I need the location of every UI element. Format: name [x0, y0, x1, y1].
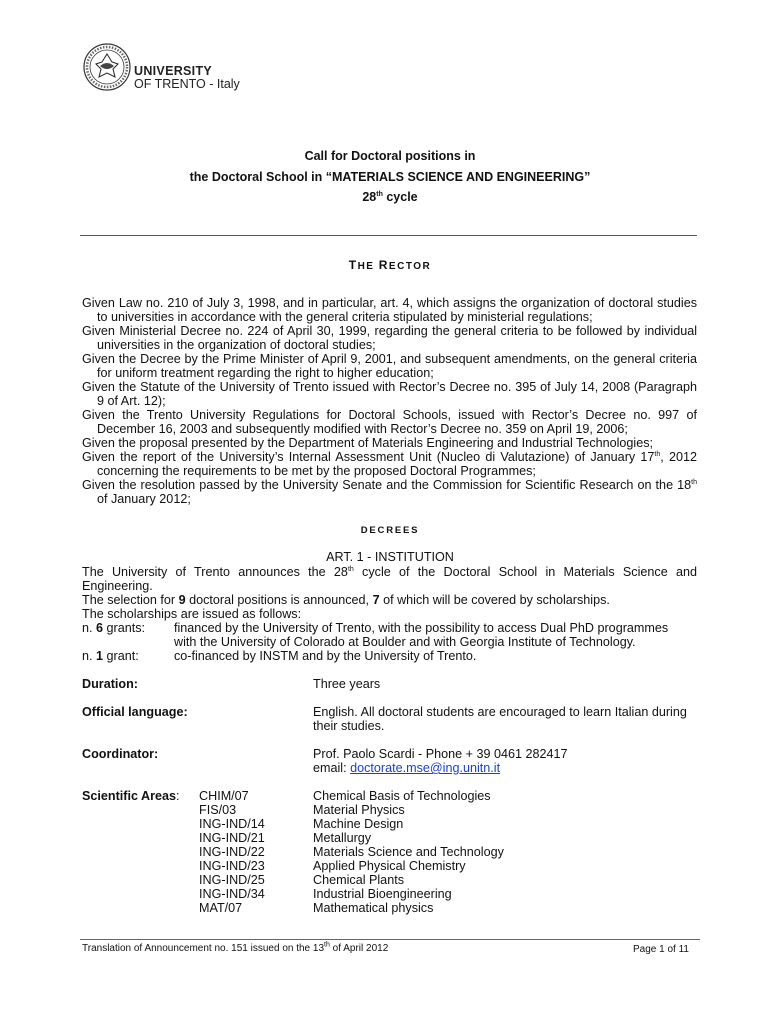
intro-text: The University of Trento announces the 28	[82, 565, 348, 579]
selection-text-a: The selection for	[82, 593, 179, 607]
area-name: Metallurgy	[313, 831, 372, 845]
area-code: ING-IND/22	[199, 845, 265, 859]
decrees-heading: DECREES	[360, 525, 420, 536]
grant-1-prefix: n.	[82, 621, 97, 635]
given-item: Given the Trento University Regulations for Doctoral Schools, issued with Rector’s Decree no. 997 of December 16, 2003 and subsequently modified with Rector’s Decree no. 359 on April 19, 2006;	[82, 408, 697, 436]
grant-2-text: co-financed by INSTM and by the University of Trento.	[174, 649, 477, 663]
grant-2-label	[82, 649, 139, 663]
article-1-intro	[82, 565, 697, 593]
intro-sup: th	[347, 565, 354, 573]
coordinator-email	[313, 761, 500, 775]
language-value-1: English. All doctoral students are encouraged to learn Italian during	[313, 705, 687, 719]
selection-text-b: doctoral positions is announced,	[185, 593, 373, 607]
given-item: Given the Decree by the Prime Minister of April 9, 2001, and subsequent amendments, on the general criteria for uniform treatment regarding the right to higher education;	[82, 352, 697, 380]
duration-label: Duration:	[82, 677, 138, 691]
given-senate-text-end: of January 2012;	[97, 492, 191, 506]
footer-sup: th	[324, 941, 330, 949]
logo-line-1: UNIVERSITY	[134, 64, 213, 78]
area-code: ING-IND/14	[199, 817, 265, 831]
university-logo	[82, 42, 252, 94]
area-name: Chemical Plants	[313, 873, 404, 887]
document-title-cycle	[0, 190, 770, 204]
given-senate-sup: th	[691, 478, 697, 486]
cycle-suffix: th	[376, 190, 383, 198]
logo-line-2: OF TRENTO - Italy	[134, 77, 240, 91]
given-item-report	[82, 450, 697, 478]
areas-label	[82, 789, 180, 803]
positions-count: 9	[178, 593, 186, 607]
rector-heading-r: R	[378, 258, 389, 272]
scholarships-count: 7	[372, 593, 380, 607]
given-report-text: Given the report of the University’s Internal Assessment Unit (Nucleo di Valutazione) of January 17	[82, 450, 655, 464]
article-1-heading: ART. 1 - INSTITUTION	[326, 550, 454, 564]
rector-heading	[0, 258, 770, 272]
area-name: Industrial Bioengineering	[313, 887, 452, 901]
area-name: Mathematical physics	[313, 901, 434, 915]
document-title-line-2: the Doctoral School in “MATERIALS SCIENCE AND ENGINEERING”	[189, 170, 591, 184]
grant-2-word: grant:	[103, 649, 139, 663]
area-code: FIS/03	[199, 803, 237, 817]
areas-label-text: Scientific Areas	[82, 789, 177, 803]
page-number: Page 1 of 11	[633, 944, 689, 955]
document-title-line-1: Call for Doctoral positions in	[304, 149, 476, 163]
area-code: ING-IND/34	[199, 887, 265, 901]
area-code: MAT/07	[199, 901, 243, 915]
logo-wordmark	[134, 65, 240, 91]
rector-heading-t: T	[348, 258, 358, 272]
footer-translation-note	[82, 942, 388, 956]
grant-1-label	[82, 621, 145, 635]
area-name: Machine Design	[313, 817, 404, 831]
intro-text-end: cycle of the Doctoral School in Materials Science and Engineering.	[82, 565, 697, 593]
givens-section	[82, 296, 697, 506]
grant-1-word: grants:	[103, 621, 146, 635]
given-item: Given Ministerial Decree no. 224 of April 30, 1999, regarding the general criteria to be followed by individual universities in the organization of doctoral studies;	[82, 324, 697, 352]
cycle-number: 28	[362, 190, 377, 204]
area-code: ING-IND/23	[199, 859, 265, 873]
area-code: CHIM/07	[199, 789, 249, 803]
grant-2-prefix: n.	[82, 649, 97, 663]
cycle-word: cycle	[382, 190, 418, 204]
selection-text-c: of which will be covered by scholarships.	[379, 593, 610, 607]
language-label: Official language:	[82, 705, 188, 719]
given-item: Given the proposal presented by the Department of Materials Engineering and Industrial Technologies;	[82, 436, 654, 450]
rector-heading-ector: ECTOR	[388, 261, 432, 272]
grant-1-text-2: with the University of Colorado at Boulder and with Georgia Institute of Technology.	[174, 635, 636, 649]
university-seal-icon	[82, 42, 132, 92]
email-prefix: email:	[313, 761, 351, 775]
email-link[interactable]: doctorate.mse@ing.unitn.it	[350, 761, 501, 775]
selection-sentence	[82, 593, 697, 607]
coordinator-value: Prof. Paolo Scardi - Phone + 39 0461 282417	[313, 747, 568, 761]
grant-1-text-1: financed by the University of Trento, with the possibility to access Dual PhD programmes	[174, 621, 669, 635]
area-code: ING-IND/21	[199, 831, 265, 845]
given-report-sup: th	[654, 450, 661, 458]
areas-label-colon: :	[176, 789, 180, 803]
grant-2-count: 1	[96, 649, 104, 663]
given-item: Given the Statute of the University of Trento issued with Rector’s Decree no. 395 of July 14, 2008 (Paragraph 9 of Art. 12);	[82, 380, 697, 408]
area-name: Material Physics	[313, 803, 405, 817]
area-name: Chemical Basis of Technologies	[313, 789, 491, 803]
area-name: Materials Science and Technology	[313, 845, 504, 859]
footer-divider	[80, 939, 700, 940]
grant-1-count: 6	[96, 621, 104, 635]
rector-heading-he: HE	[357, 261, 379, 272]
language-value-2: their studies.	[313, 719, 385, 733]
duration-value: Three years	[313, 677, 381, 691]
area-name: Applied Physical Chemistry	[313, 859, 466, 873]
area-code: ING-IND/25	[199, 873, 265, 887]
footer-text-end: of April 2012	[329, 943, 389, 954]
coordinator-label: Coordinator:	[82, 747, 159, 761]
title-divider	[80, 235, 697, 236]
given-senate-text: Given the resolution passed by the University Senate and the Commission for Scientific Research on the 18	[82, 478, 692, 492]
given-item: Given Law no. 210 of July 3, 1998, and in particular, art. 4, which assigns the organization of doctoral studies to universities in accordance with the general criteria stipulated by ministerial regulations;	[82, 296, 697, 324]
scholarships-intro: The scholarships are issued as follows:	[82, 607, 302, 621]
given-item-senate	[82, 478, 697, 506]
article-1-body	[82, 565, 697, 621]
footer-text: Translation of Announcement no. 151 issued on the 13	[82, 943, 325, 954]
given-report-text-end: , 2012 concerning the requirements to be met by the proposed Doctoral Programmes;	[97, 450, 697, 478]
